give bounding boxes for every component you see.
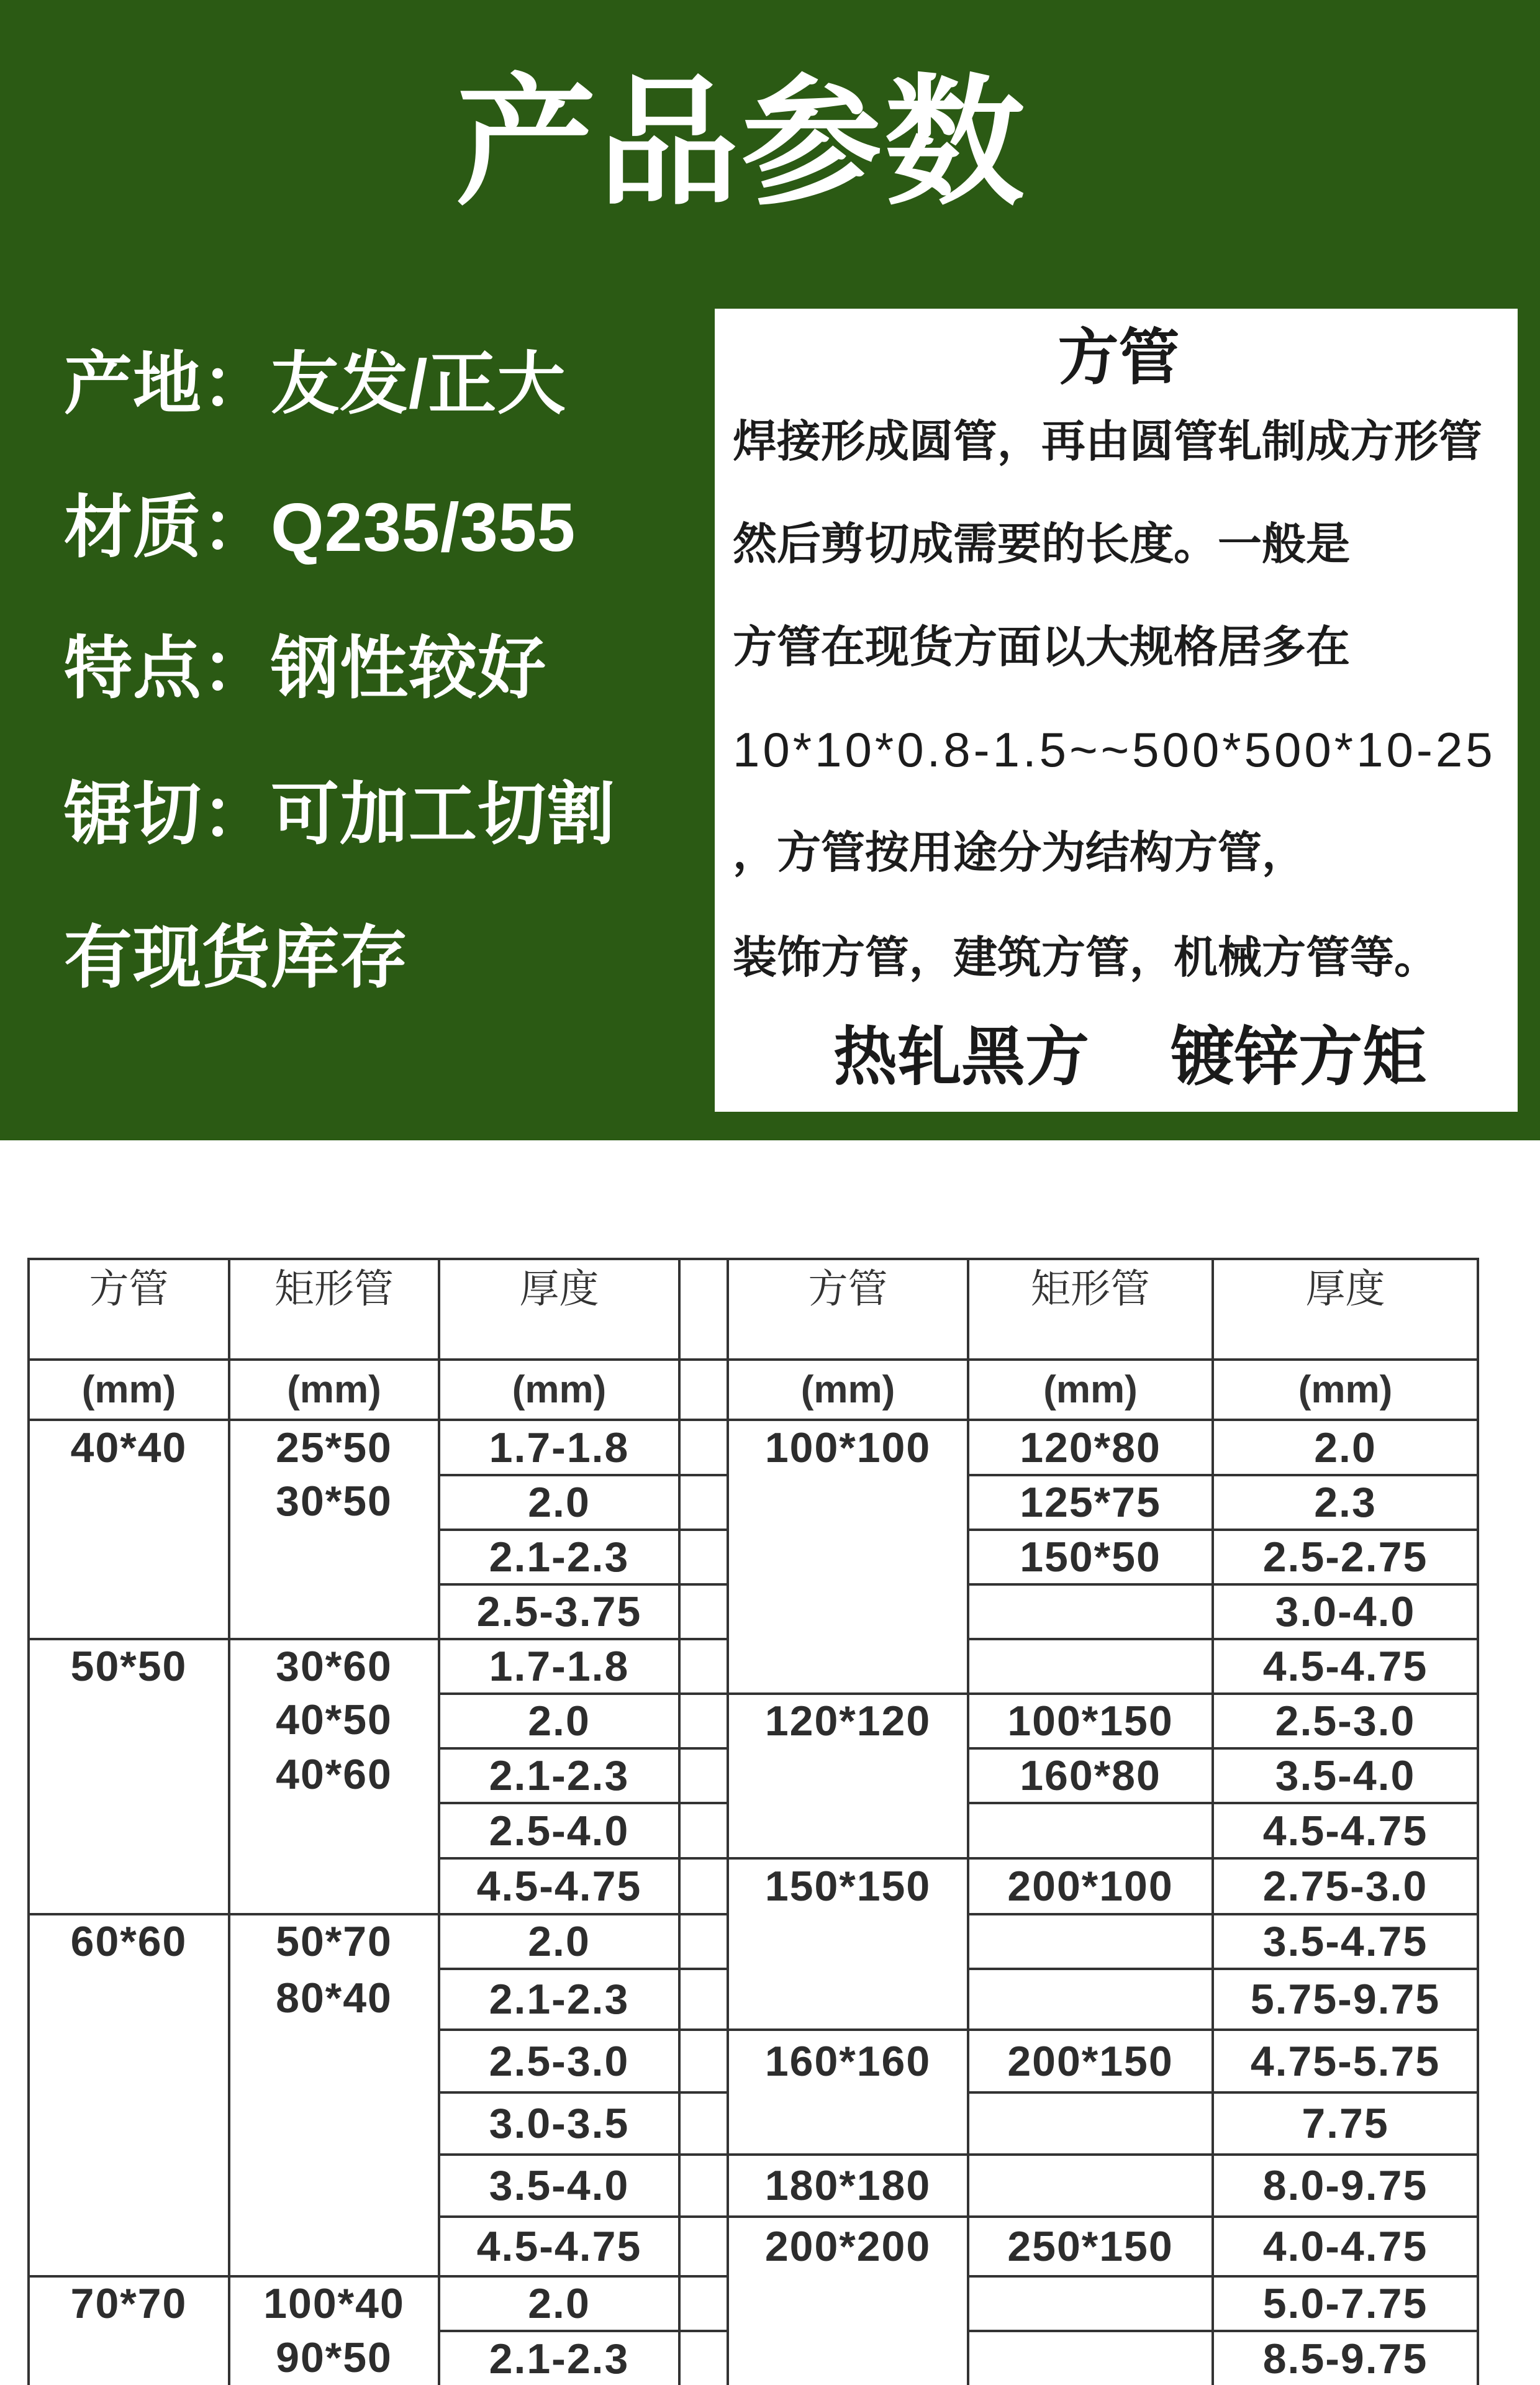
left-rect-tube-cell: [228, 2153, 438, 2215]
right-thickness-header: 厚度: [1212, 1258, 1479, 1358]
left-square-tube-unit: (mm): [27, 1358, 228, 1419]
table-divider-cell: [678, 2091, 727, 2153]
left-thickness-cell: 3.0-3.5: [438, 2091, 678, 2153]
type-hot-rolled-black: 热轧黑方: [833, 1021, 1089, 1093]
left-rect-tube-cell: 40*60: [228, 1747, 438, 1802]
left-rect-tube-unit: (mm): [228, 1358, 438, 1419]
left-square-tube-cell: [27, 2330, 228, 2385]
info-description-line: ，方管按用途分为结构方管，: [733, 829, 1307, 878]
right-thickness-cell: 2.0: [1212, 1419, 1479, 1474]
left-square-tube-cell: [27, 1857, 228, 1913]
spec-stock: 有现货库存: [64, 920, 409, 996]
spec-origin: 产地：友发/正大: [64, 346, 566, 422]
right-rect-tube-cell: [967, 1913, 1212, 1968]
left-rect-tube-cell: [228, 1529, 438, 1583]
right-thickness-cell: 2.75-3.0: [1212, 1857, 1479, 1913]
left-thickness-cell: 4.5-4.75: [438, 1857, 678, 1913]
left-thickness-cell: 2.0: [438, 1913, 678, 1968]
right-rect-tube-cell: [967, 2091, 1212, 2153]
left-rect-tube-cell: [228, 2091, 438, 2153]
left-thickness-cell: 1.7-1.8: [438, 1638, 678, 1692]
info-description-line: 装饰方管，建筑方管，机械方管等。: [733, 934, 1439, 983]
info-box-title: 方管: [1058, 323, 1180, 391]
info-size-range-line: 10*10*0.8-1.5~~500*500*10-25: [733, 722, 1496, 777]
right-square-tube-cell: 180*180: [727, 2153, 967, 2215]
left-square-tube-cell: [27, 2028, 228, 2091]
table-divider-cell: [678, 2330, 727, 2385]
left-thickness-cell: 2.1-2.3: [438, 1529, 678, 1583]
right-square-tube-cell: [727, 1913, 967, 1968]
right-square-tube-cell: [727, 1529, 967, 1583]
right-rect-tube-cell: 200*150: [967, 2028, 1212, 2091]
left-thickness-cell: 2.0: [438, 1692, 678, 1747]
right-thickness-cell: 2.5-2.75: [1212, 1529, 1479, 1583]
info-description-line: 方管在现货方面以大规格居多在: [733, 623, 1351, 672]
right-thickness-cell: 4.5-4.75: [1212, 1802, 1479, 1857]
right-thickness-cell: 8.0-9.75: [1212, 2153, 1479, 2215]
right-rect-tube-cell: 250*150: [967, 2215, 1212, 2275]
left-rect-tube-cell: 90*50: [228, 2330, 438, 2385]
right-square-tube-unit: (mm): [727, 1358, 967, 1419]
table-divider-cell: [678, 1747, 727, 1802]
right-rect-tube-header: 矩形管: [967, 1258, 1212, 1358]
left-square-tube-cell: [27, 1692, 228, 1747]
left-rect-tube-cell: 25*50: [228, 1419, 438, 1474]
right-square-tube-cell: [727, 2275, 967, 2330]
right-rect-tube-cell: [967, 2275, 1212, 2330]
spec-cutting: 锯切：可加工切割: [64, 776, 615, 853]
right-thickness-cell: 2.3: [1212, 1474, 1479, 1529]
right-thickness-cell: 4.0-4.75: [1212, 2215, 1479, 2275]
info-description-line: 焊接形成圆管，再由圆管轧制成方形管: [733, 417, 1483, 466]
left-rect-tube-cell: [228, 2215, 438, 2275]
right-square-tube-cell: [727, 1583, 967, 1638]
right-thickness-cell: 7.75: [1212, 2091, 1479, 2153]
table-divider-cell: [678, 2153, 727, 2215]
left-thickness-cell: 2.0: [438, 2275, 678, 2330]
left-thickness-cell: 4.5-4.75: [438, 2215, 678, 2275]
right-thickness-cell: 3.5-4.0: [1212, 1747, 1479, 1802]
right-thickness-cell: 5.0-7.75: [1212, 2275, 1479, 2330]
page-title: 产品参数: [455, 64, 1027, 221]
left-thickness-cell: 2.5-3.0: [438, 2028, 678, 2091]
right-rect-tube-cell: [967, 1968, 1212, 2028]
left-thickness-cell: 2.5-3.75: [438, 1583, 678, 1638]
right-square-tube-cell: 120*120: [727, 1692, 967, 1747]
spec-table: [27, 1258, 1479, 2385]
left-thickness-cell: 2.1-2.3: [438, 1968, 678, 2028]
left-rect-tube-cell: [228, 2028, 438, 2091]
right-rect-tube-cell: [967, 1583, 1212, 1638]
right-rect-tube-cell: [967, 2153, 1212, 2215]
left-thickness-cell: 1.7-1.8: [438, 1419, 678, 1474]
right-square-tube-header: 方管: [727, 1258, 967, 1358]
left-thickness-cell: 2.5-4.0: [438, 1802, 678, 1857]
right-thickness-cell: 3.0-4.0: [1212, 1583, 1479, 1638]
left-rect-tube-cell: [228, 1802, 438, 1857]
left-rect-tube-cell: 30*50: [228, 1474, 438, 1529]
right-thickness-cell: 2.5-3.0: [1212, 1692, 1479, 1747]
left-thickness-cell: 3.5-4.0: [438, 2153, 678, 2215]
info-box: [715, 309, 1518, 1112]
right-rect-tube-cell: [967, 1638, 1212, 1692]
left-rect-tube-cell: 80*40: [228, 1968, 438, 2028]
table-divider-cell: [678, 1968, 727, 2028]
spec-material: 材质：Q235/355: [64, 489, 576, 566]
right-square-tube-cell: 200*200: [727, 2215, 967, 2275]
left-square-tube-cell: [27, 1968, 228, 2028]
right-square-tube-cell: [727, 1747, 967, 1802]
table-divider-cell: [678, 1474, 727, 1529]
table-divider-cell: [678, 1529, 727, 1583]
left-thickness-unit: (mm): [438, 1358, 678, 1419]
right-thickness-cell: 5.75-9.75: [1212, 1968, 1479, 2028]
left-square-tube-cell: [27, 2091, 228, 2153]
right-rect-tube-cell: 200*100: [967, 1857, 1212, 1913]
right-square-tube-cell: [727, 1802, 967, 1857]
table-divider-cell: [678, 1638, 727, 1692]
left-square-tube-cell: [27, 2215, 228, 2275]
left-square-tube-cell: [27, 2153, 228, 2215]
right-thickness-cell: 4.75-5.75: [1212, 2028, 1479, 2091]
left-rect-tube-header: 矩形管: [228, 1258, 438, 1358]
right-square-tube-cell: 160*160: [727, 2028, 967, 2091]
right-thickness-cell: 8.5-9.75: [1212, 2330, 1479, 2385]
table-divider-cell: [678, 1802, 727, 1857]
right-square-tube-cell: [727, 2330, 967, 2385]
left-square-tube-cell: 50*50: [27, 1638, 228, 1692]
table-divider-cell: [678, 1258, 727, 1358]
table-divider-cell: [678, 2028, 727, 2091]
left-rect-tube-cell: 100*40: [228, 2275, 438, 2330]
right-thickness-cell: 4.5-4.75: [1212, 1638, 1479, 1692]
right-rect-tube-cell: 150*50: [967, 1529, 1212, 1583]
right-rect-tube-cell: [967, 1802, 1212, 1857]
left-square-tube-cell: 60*60: [27, 1913, 228, 1968]
right-square-tube-cell: [727, 1968, 967, 2028]
table-divider-cell: [678, 1913, 727, 1968]
left-thickness-cell: 2.0: [438, 1474, 678, 1529]
right-rect-tube-cell: 100*150: [967, 1692, 1212, 1747]
left-square-tube-cell: [27, 1583, 228, 1638]
left-rect-tube-cell: [228, 1583, 438, 1638]
left-rect-tube-cell: 30*60: [228, 1638, 438, 1692]
right-thickness-unit: (mm): [1212, 1358, 1479, 1419]
right-square-tube-cell: 100*100: [727, 1419, 967, 1474]
table-divider-cell: [678, 1358, 727, 1419]
right-square-tube-cell: [727, 2091, 967, 2153]
table-divider-cell: [678, 2275, 727, 2330]
spec-feature: 特点：钢性较好: [64, 630, 546, 707]
table-divider-cell: [678, 1692, 727, 1747]
left-thickness-cell: 2.1-2.3: [438, 1747, 678, 1802]
left-thickness-cell: 2.1-2.3: [438, 2330, 678, 2385]
left-rect-tube-cell: 50*70: [228, 1913, 438, 1968]
left-rect-tube-cell: [228, 1857, 438, 1913]
left-rect-tube-cell: 40*50: [228, 1692, 438, 1747]
table-divider-cell: [678, 1583, 727, 1638]
header-banner: [0, 0, 1540, 1140]
type-galvanized: 镀锌方矩: [1171, 1021, 1426, 1093]
left-square-tube-header: 方管: [27, 1258, 228, 1358]
left-square-tube-cell: [27, 1802, 228, 1857]
left-thickness-header: 厚度: [438, 1258, 678, 1358]
right-rect-tube-cell: 120*80: [967, 1419, 1212, 1474]
left-square-tube-cell: [27, 1474, 228, 1529]
left-square-tube-cell: [27, 1747, 228, 1802]
right-square-tube-cell: [727, 1474, 967, 1529]
right-rect-tube-cell: 125*75: [967, 1474, 1212, 1529]
right-rect-tube-cell: [967, 2330, 1212, 2385]
right-rect-tube-unit: (mm): [967, 1358, 1212, 1419]
right-square-tube-cell: [727, 1638, 967, 1692]
left-square-tube-cell: 40*40: [27, 1419, 228, 1474]
table-divider-cell: [678, 1419, 727, 1474]
right-square-tube-cell: 150*150: [727, 1857, 967, 1913]
table-divider-cell: [678, 1857, 727, 1913]
info-description-line: 然后剪切成需要的长度。一般是: [733, 520, 1351, 569]
left-square-tube-cell: [27, 1529, 228, 1583]
right-thickness-cell: 3.5-4.75: [1212, 1913, 1479, 1968]
table-divider-cell: [678, 2215, 727, 2275]
right-rect-tube-cell: 160*80: [967, 1747, 1212, 1802]
left-square-tube-cell: 70*70: [27, 2275, 228, 2330]
